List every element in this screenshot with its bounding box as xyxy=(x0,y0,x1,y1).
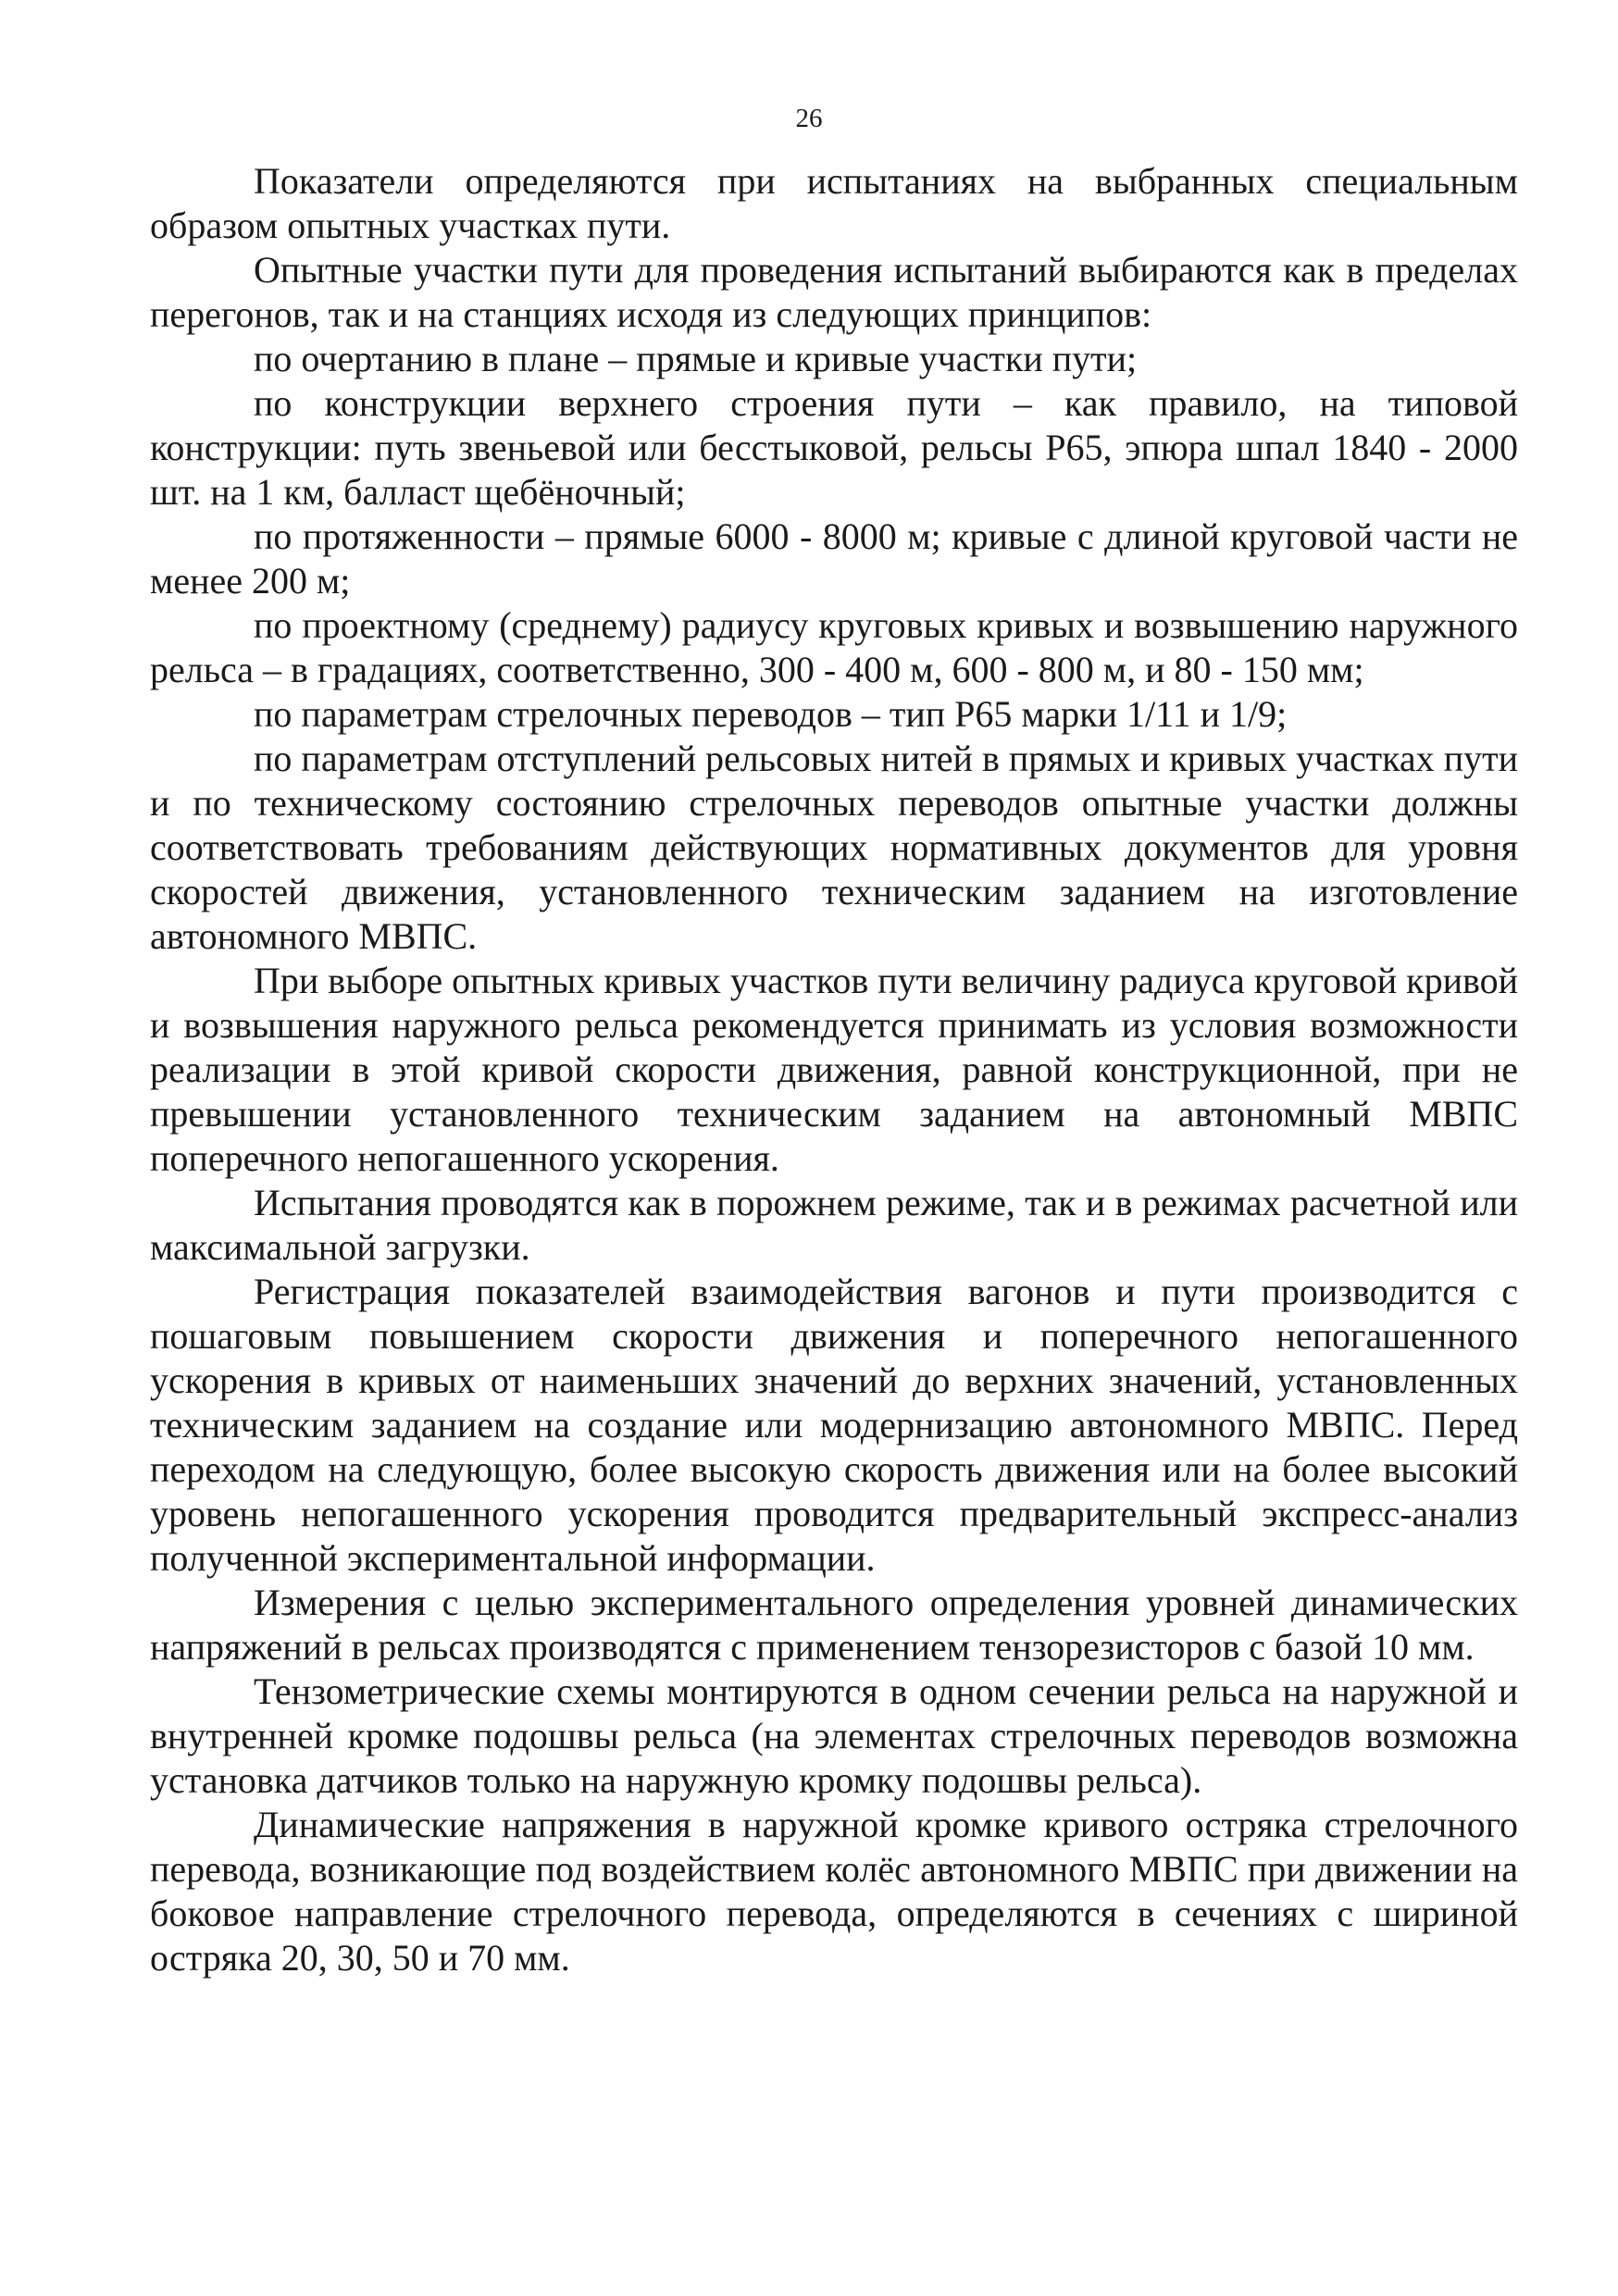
paragraph: При выборе опытных кривых участков пути величину радиуса круговой кривой и возвышения наружного рельса рекомендуется принимать из условия возможности реализации в этой кривой скорости движения, равной конструкционной, при не превышении установленного техническим заданием на автономный МВПС поперечного непогашенного ускорения. xyxy=(150,960,1518,1179)
list-item: по очертанию в плане – прямые и кривые участки пути; xyxy=(254,338,1138,379)
paragraph: Динамические напряжения в наружной кромке кривого остряка стрелочного перевода, возникающие под воздействием колёс автономного МВПС при движении на боковое направление стрелочного перевода, определяются в сечениях с шириной остряка 20, 30, 50 и 70 мм. xyxy=(150,1804,1518,1979)
list-item: по параметрам отступлений рельсовых нитей в прямых и кривых участках пути и по техническому состоянию стрелочных переводов опытные участки должны соответствовать требованиям действующих нормативных документов для уровня скоростей движения, установленного техническим заданием на изготовление автономного МВПС. xyxy=(150,738,1518,957)
document-body xyxy=(150,159,1518,1980)
paragraph: Тензометрические схемы монтируются в одном сечении рельса на наружной и внутренней кромке подошвы рельса (на элементах стрелочных переводов возможна установка датчиков только на наружную кромку подошвы рельса). xyxy=(150,1670,1518,1801)
paragraph: Испытания проводятся как в порожнем режиме, так и в режимах расчетной или максимальной загрузки. xyxy=(150,1182,1518,1268)
list-item: по параметрам стрелочных переводов – тип Р65 марки 1/11 и 1/9; xyxy=(254,693,1288,735)
list-item: по протяженности – прямые 6000 - 8000 м; кривые с длиной круговой части не менее 200 м; xyxy=(150,515,1518,602)
paragraph: Опытные участки пути для проведения испытаний выбираются как в пределах перегонов, так и на станциях исходя из следующих принципов: xyxy=(150,249,1518,335)
paragraph: Регистрация показателей взаимодействия вагонов и пути производится с пошаговым повышением скорости движения и поперечного непогашенного ускорения в кривых от наименьших значений до верхних значений, установленных техническим заданием на создание или модернизацию автономного МВПС. Перед переходом на следующую, более высокую скорость движения или на более высокий уровень непогашенного ускорения проводится предварительный экспресс-анализ полученной экспериментальной информации. xyxy=(150,1271,1518,1579)
list-item: по конструкции верхнего строения пути – как правило, на типовой конструкции: путь звеньевой или бесстыковой, рельсы Р65, эпюра шпал 1840 - 2000 шт. на 1 км, балласт щебёночный; xyxy=(150,382,1518,513)
paragraph: Показатели определяются при испытаниях на выбранных специальным образом опытных участках пути. xyxy=(150,160,1518,246)
list-item: по проектному (среднему) радиусу круговых кривых и возвышению наружного рельса – в градациях, соответственно, 300 - 400 м, 600 - 800 м, и 80 - 150 мм; xyxy=(150,604,1518,690)
paragraph: Измерения с целью экспериментального определения уровней динамических напряжений в рельсах производятся с применением тензорезисторов с базой 10 мм. xyxy=(150,1582,1518,1668)
page-number: 26 xyxy=(795,104,823,133)
